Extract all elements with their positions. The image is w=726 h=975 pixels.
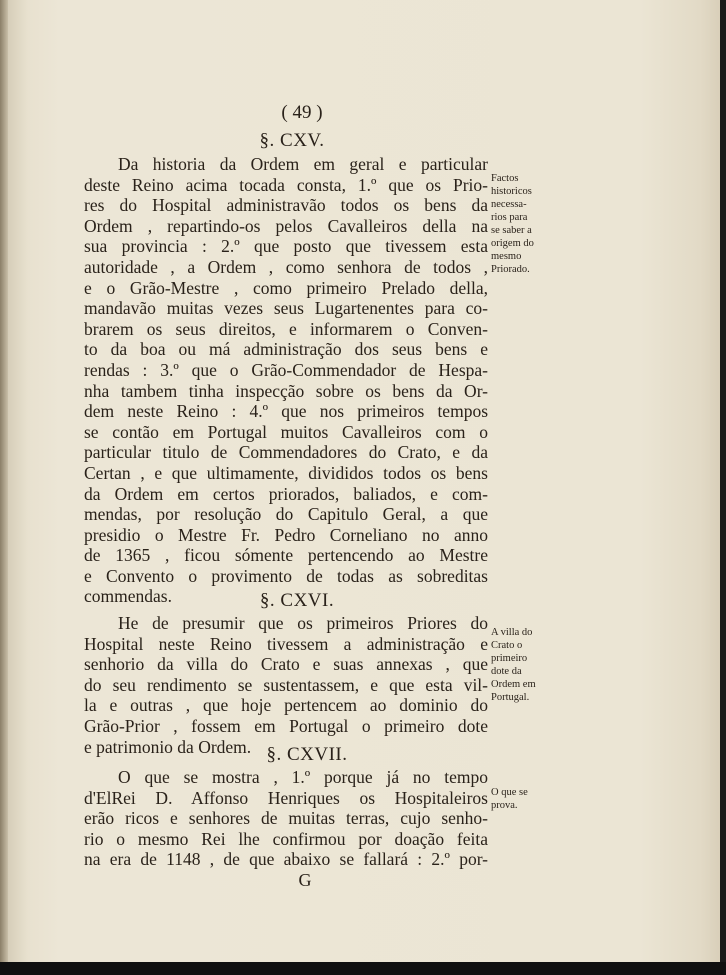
text-line: do seu rendimento se sustentassem, e que esta vil- [84, 674, 488, 695]
margin-note-line: origem do [491, 238, 534, 249]
margin-note-line: Portugal. [491, 692, 530, 703]
margin-note-line: dote da [491, 666, 522, 677]
text-line: dem neste Reino : 4.º que nos primeiros tempos [84, 401, 488, 422]
text-line: nha tambem tinha inspecção sobre os bens da Or- [84, 380, 488, 401]
margin-note-line: rios para [491, 212, 528, 223]
text-line: res do Hospital administravão todos os bens da [84, 195, 488, 216]
margin-note-line: A villa do [491, 627, 533, 638]
text-line: O que se mostra , 1.º porque já no tempo [118, 767, 488, 787]
margin-note-line: se saber a [491, 225, 532, 236]
margin-note-cxv [491, 172, 551, 276]
text-line: e Convento o provimento de todas as sobreditas [84, 565, 488, 586]
text-line: da Ordem em certos priorados, baliados, e com- [84, 483, 488, 504]
margin-note-cxvii [491, 786, 551, 812]
margin-note-line: historicos [491, 186, 532, 197]
text-line: e o Grão-Mestre , como primeiro Prelado della, [84, 277, 488, 298]
text-line: Certan , e que ultimamente, divididos todos os bens [84, 462, 488, 483]
text-line: na era de 1148 , de que abaixo se fallará : 2.º por- [84, 849, 488, 870]
text-line: commendas. [84, 586, 172, 607]
text-line: He de presumir que os primeiros Priores do [118, 613, 488, 633]
text-line: autoridade , a Ordem , como senhora de todos , [84, 256, 488, 277]
section-heading-cxvii: §. CXVII. [266, 744, 348, 765]
signature-mark: G [298, 870, 312, 890]
text-line: deste Reino acima tocada consta, 1.º que os Prio- [84, 174, 488, 195]
text-line: sua provincia : 2.º que posto que tivessem esta [84, 236, 488, 257]
margin-note-line: Factos [491, 173, 519, 184]
margin-note-line: necessa- [491, 199, 527, 210]
text-line: Hospital neste Reino tivessem a administração e [84, 633, 488, 654]
text-line: rio o mesmo Rei lhe confirmou por doação feita [84, 828, 488, 849]
text-line: de 1365 , ficou sómente pertencendo ao Mestre [84, 545, 488, 566]
text-line: particular titulo de Commendadores do Crato, e da [84, 442, 488, 463]
text-line: la e outras , que hoje pertencem ao dominio do [84, 695, 488, 716]
margin-note-line: O que se [491, 787, 528, 798]
text-line: mandavão muitas vezes seus Lugartenentes para co- [84, 298, 488, 319]
section-body-cxvi [84, 613, 488, 757]
section-heading-cxv: §. CXV. [259, 130, 325, 151]
margin-note-line: mesmo [491, 251, 522, 262]
text-line: e patrimonio da Ordem. [84, 736, 252, 757]
text-line: Grão-Prior , fossem em Portugal o primeiro dote [84, 715, 488, 736]
text-line: Da historia da Ordem em geral e particular [118, 154, 488, 174]
margin-note-line: Priorado. [491, 264, 530, 275]
margin-note-line: prova. [491, 800, 518, 811]
section-body-cxv [84, 154, 488, 607]
section-heading-cxvi: §. CXVI. [259, 590, 335, 611]
text-line: rendas : 3.º que o Grão-Commendador de Hespa- [84, 359, 488, 380]
text-line: brarem os seus direitos, e informarem o Conven- [84, 318, 488, 339]
margin-note-line: Crato o [491, 640, 523, 651]
text-line: mendas, por resolução do Capitulo Geral, a que [84, 504, 488, 525]
text-line: d'ElRei D. Affonso Henriques os Hospitaleiros [84, 787, 488, 808]
margin-note-line: Ordem em [491, 679, 536, 690]
page-gutter-edge [0, 0, 8, 975]
text-line: erão ricos e senhores de muitas terras, cujo senho- [84, 808, 488, 829]
page-right-edge [720, 0, 726, 975]
text-line: presidio o Mestre Fr. Pedro Corneliano no anno [84, 524, 488, 545]
margin-note-cxvi [491, 626, 551, 704]
text-line: senhorio da villa do Crato e suas annexas , que [84, 654, 488, 675]
section-body-cxvii [84, 767, 488, 870]
page-bottom-edge [0, 962, 726, 975]
text-line: to da boa ou má administração dos seus bens e [84, 339, 488, 360]
margin-note-line: primeiro [491, 653, 528, 664]
page-number: ( 49 ) [281, 102, 323, 123]
text-line: se contão em Portugal muitos Cavalleiros com o [84, 421, 488, 442]
text-line: Ordem , repartindo-os pelos Cavalleiros della na [84, 215, 488, 236]
